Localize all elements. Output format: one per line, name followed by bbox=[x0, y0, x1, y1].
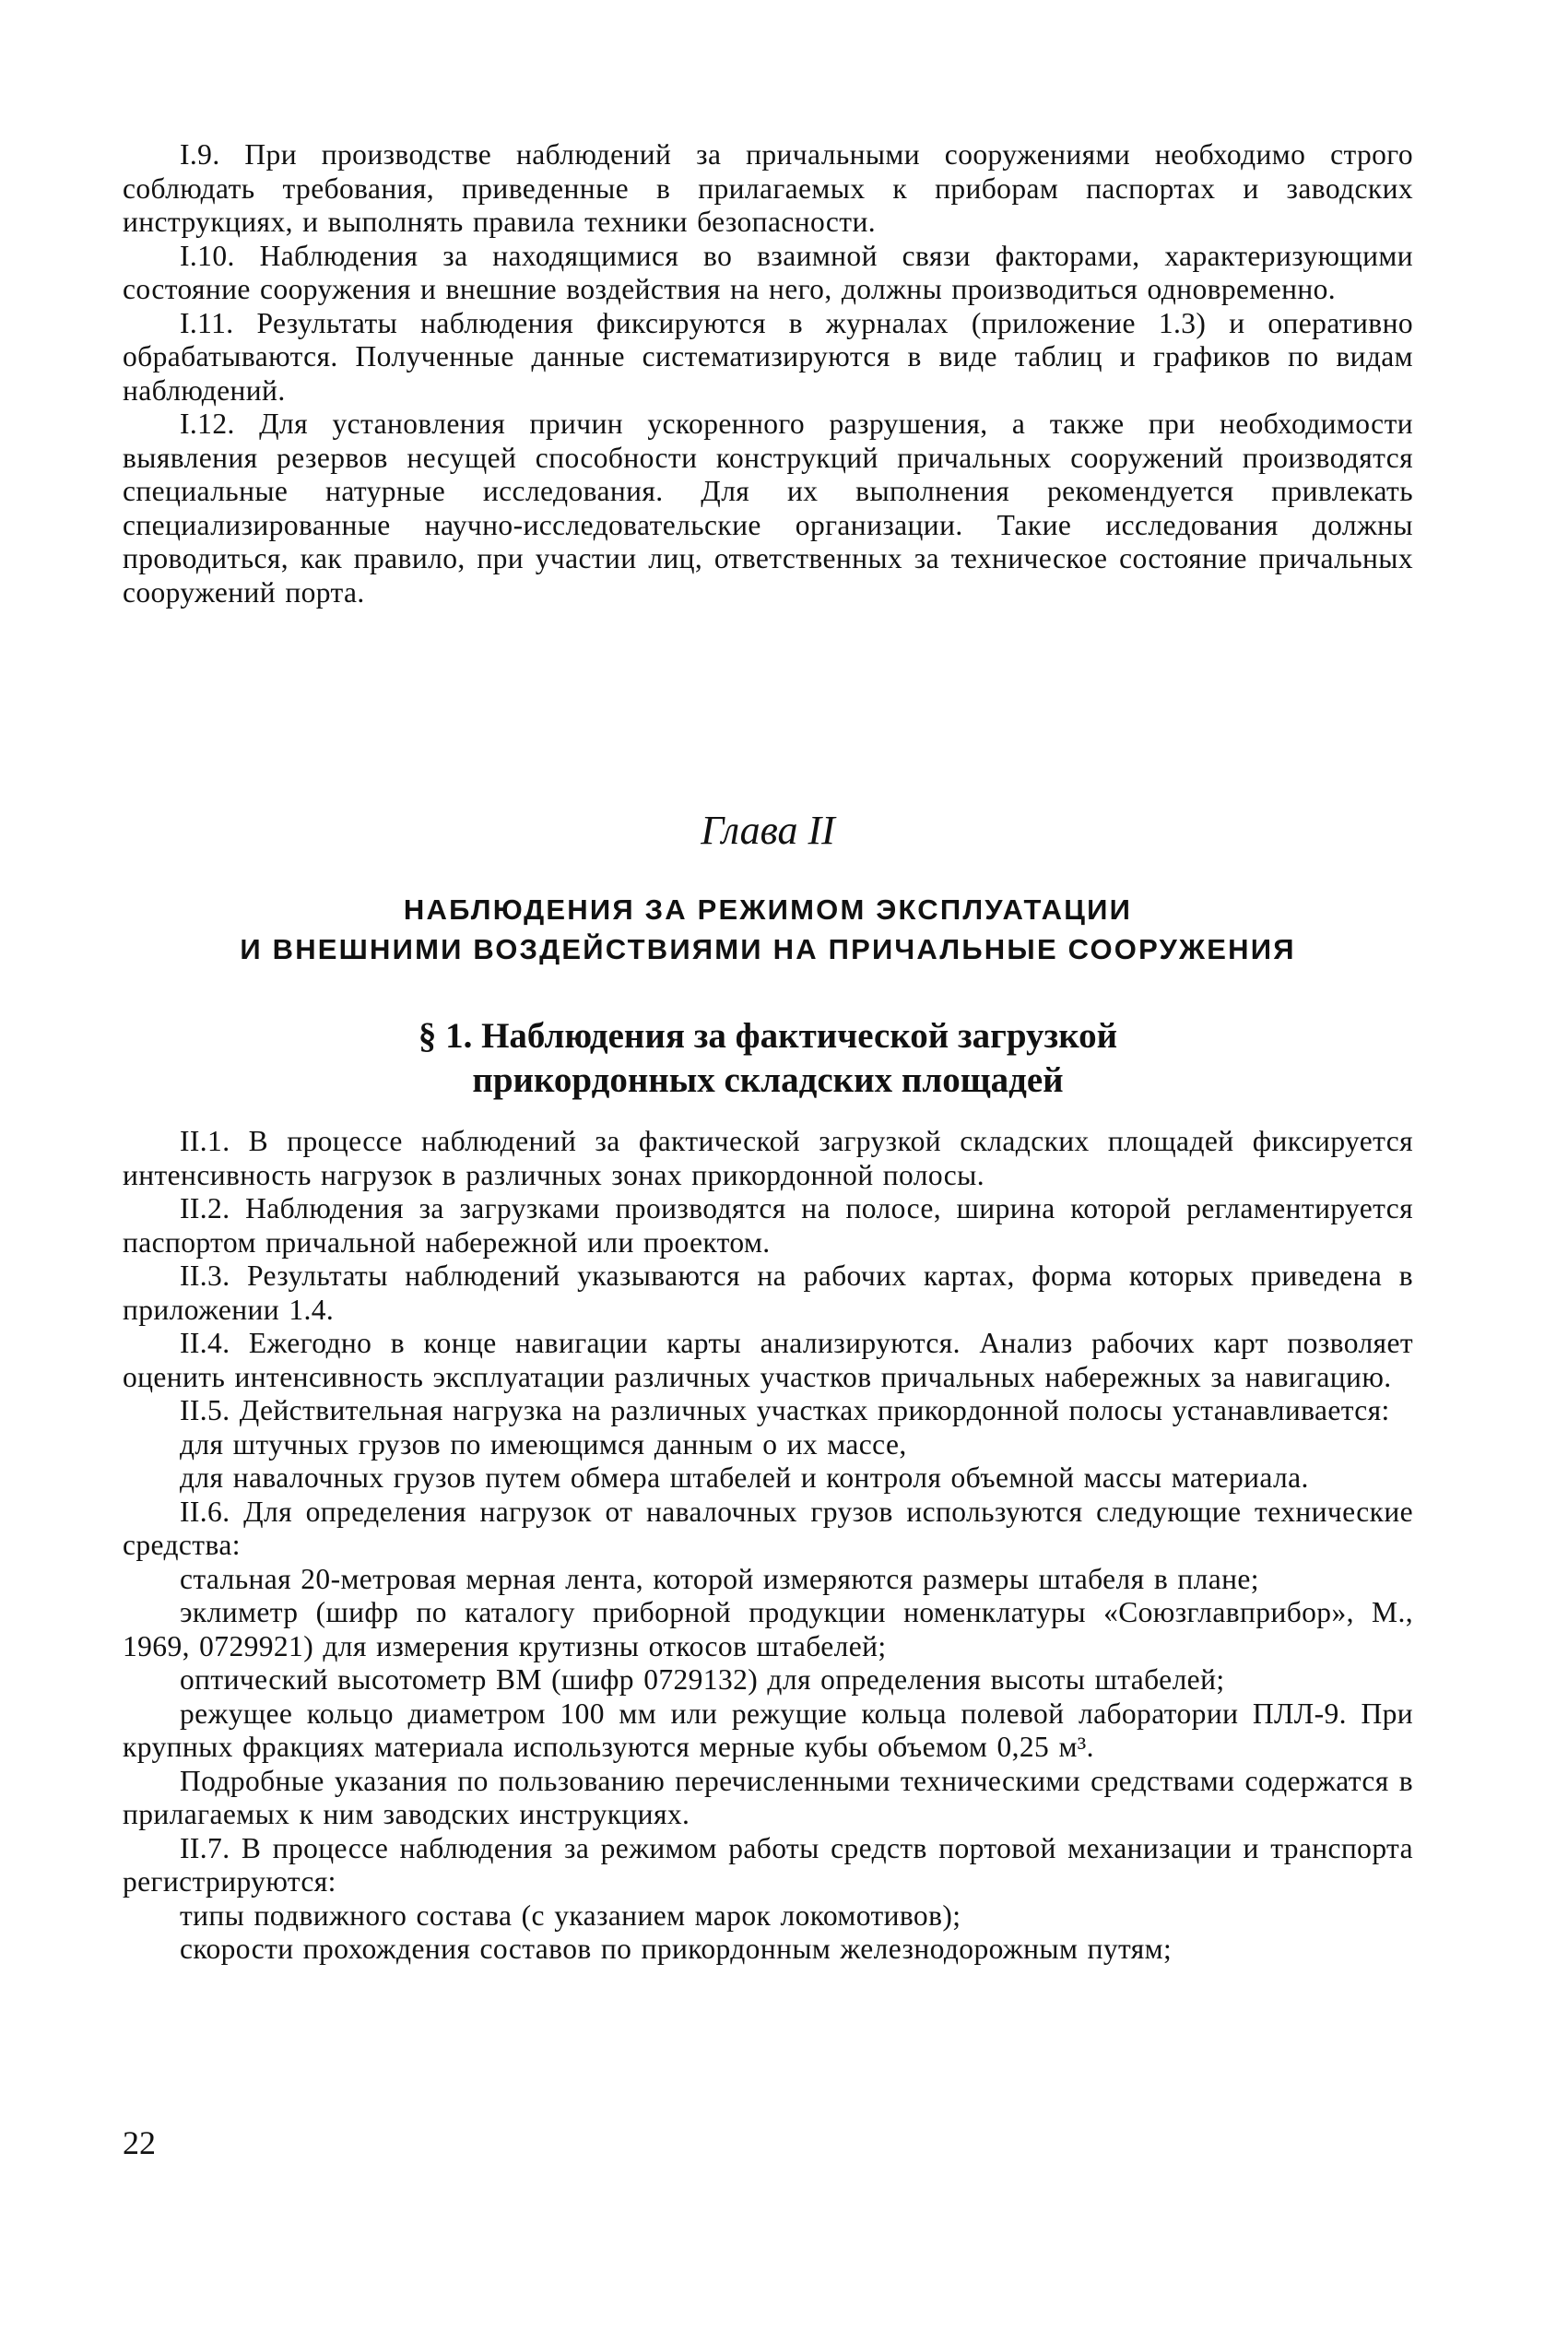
section-title bbox=[123, 1014, 1413, 1103]
paragraph-ii-1: II.1. В процессе наблюдений за фактической загрузкой складских площадей фиксируется интенсивность нагрузок в различных зонах прикордонной полосы. bbox=[123, 1125, 1413, 1191]
chapter-title-line-1: НАБЛЮДЕНИЯ ЗА РЕЖИМОМ ЭКСПЛУАТАЦИИ bbox=[403, 893, 1133, 926]
paragraph-ii-3: II.3. Результаты наблюдений указываются на рабочих картах, форма которых приведена в приложении 1.4. bbox=[123, 1260, 1413, 1326]
paragraph-ii-2: II.2. Наблюдения за загрузками производятся на полосе, ширина которой регламентируется паспортом причальной набережной или проектом. bbox=[123, 1192, 1413, 1259]
page-number: 22 bbox=[123, 2124, 156, 2161]
section-title-line-1: § 1. Наблюдения за фактической загрузкой bbox=[418, 1016, 1118, 1056]
list-item: скорости прохождения составов по прикордонным железнодорожным путям; bbox=[180, 1933, 1173, 1965]
paragraph-ii-6: II.6. Для определения нагрузок от навалочных грузов используются следующие технические средства: bbox=[123, 1495, 1413, 1561]
paragraph-ii-7: II.7. В процессе наблюдения за режимом работы средств портовой механизации и транспорта регистрируются: bbox=[123, 1831, 1413, 1898]
paragraph-i-9: I.9. При производстве наблюдений за причальными сооружениями необходимо строго соблюдать требования, приведенные в прилагаемых к приборам паспортах и заводских инструкциях, и выполнять правила техники безопасности. bbox=[123, 138, 1413, 238]
list-item: эклиметр (шифр по каталогу приборной продукции номенклатуры «Союзглавприбор», М., 1969, 0729921) для измерения крутизны откосов штабелей; bbox=[123, 1596, 1413, 1662]
paragraph-ii-4: II.4. Ежегодно в конце навигации карты анализируются. Анализ рабочих карт позволяет оценить интенсивность эксплуатации различных участков причальных набережных за навигацию. bbox=[123, 1327, 1413, 1393]
paragraph-i-10: I.10. Наблюдения за находящимися во взаимной связи факторами, характеризующими состояние сооружения и внешние воздействия на него, должны производиться одновременно. bbox=[123, 239, 1413, 305]
section-title-line-2: прикордонных складских площадей bbox=[472, 1060, 1064, 1100]
list-item: оптический высотометр ВМ (шифр 0729132) для определения высоты штабелей; bbox=[180, 1663, 1225, 1696]
chapter-title bbox=[123, 890, 1413, 969]
list-item: для штучных грузов по имеющимся данным о их массе, bbox=[180, 1427, 907, 1461]
list-item: режущее кольцо диаметром 100 мм или режущие кольца полевой лаборатории ПЛЛ-9. При крупных фракциях материала используются мерные кубы объемом 0,25 м³. bbox=[123, 1697, 1413, 1763]
chapter-label: Глава II bbox=[701, 808, 835, 853]
list-item: типы подвижного состава (с указанием марок локомотивов); bbox=[180, 1898, 961, 1932]
paragraph-i-11: I.11. Результаты наблюдения фиксируются в журналах (приложение 1.3) и оперативно обрабатываются. Полученные данные систематизируются в виде таблиц и графиков по видам наблюдений. bbox=[123, 306, 1413, 407]
section-ii-paragraphs bbox=[123, 1125, 1413, 1967]
paragraph-instructions-note: Подробные указания по пользованию перечисленными техническими средствами содержатся в прилагаемых к ним заводских инструкциях. bbox=[123, 1764, 1413, 1830]
section-i-paragraphs bbox=[123, 138, 1413, 609]
chapter-title-line-2: И ВНЕШНИМИ ВОЗДЕЙСТВИЯМИ НА ПРИЧАЛЬНЫЕ СООРУЖЕНИЯ bbox=[240, 933, 1296, 965]
list-item: для навалочных грузов путем обмера штабелей и контроля объемной массы материала. bbox=[180, 1461, 1309, 1494]
list-item: стальная 20-метровая мерная лента, которой измеряются размеры штабеля в плане; bbox=[180, 1562, 1259, 1595]
paragraph-i-12: I.12. Для установления причин ускоренного разрушения, а также при необходимости выявления резервов несущей способности конструкций причальных сооружений производятся специальные натурные исследования. Для их выполнения рекомендуется привлекать специализированные научно-исследовательские организации. Такие исследования должны проводиться, как правило, при участии лиц, ответственных за техническое состояние причальных сооружений порта. bbox=[123, 408, 1413, 609]
paragraph-ii-5: II.5. Действительная нагрузка на различных участках прикордонной полосы устанавливается: bbox=[180, 1394, 1390, 1426]
